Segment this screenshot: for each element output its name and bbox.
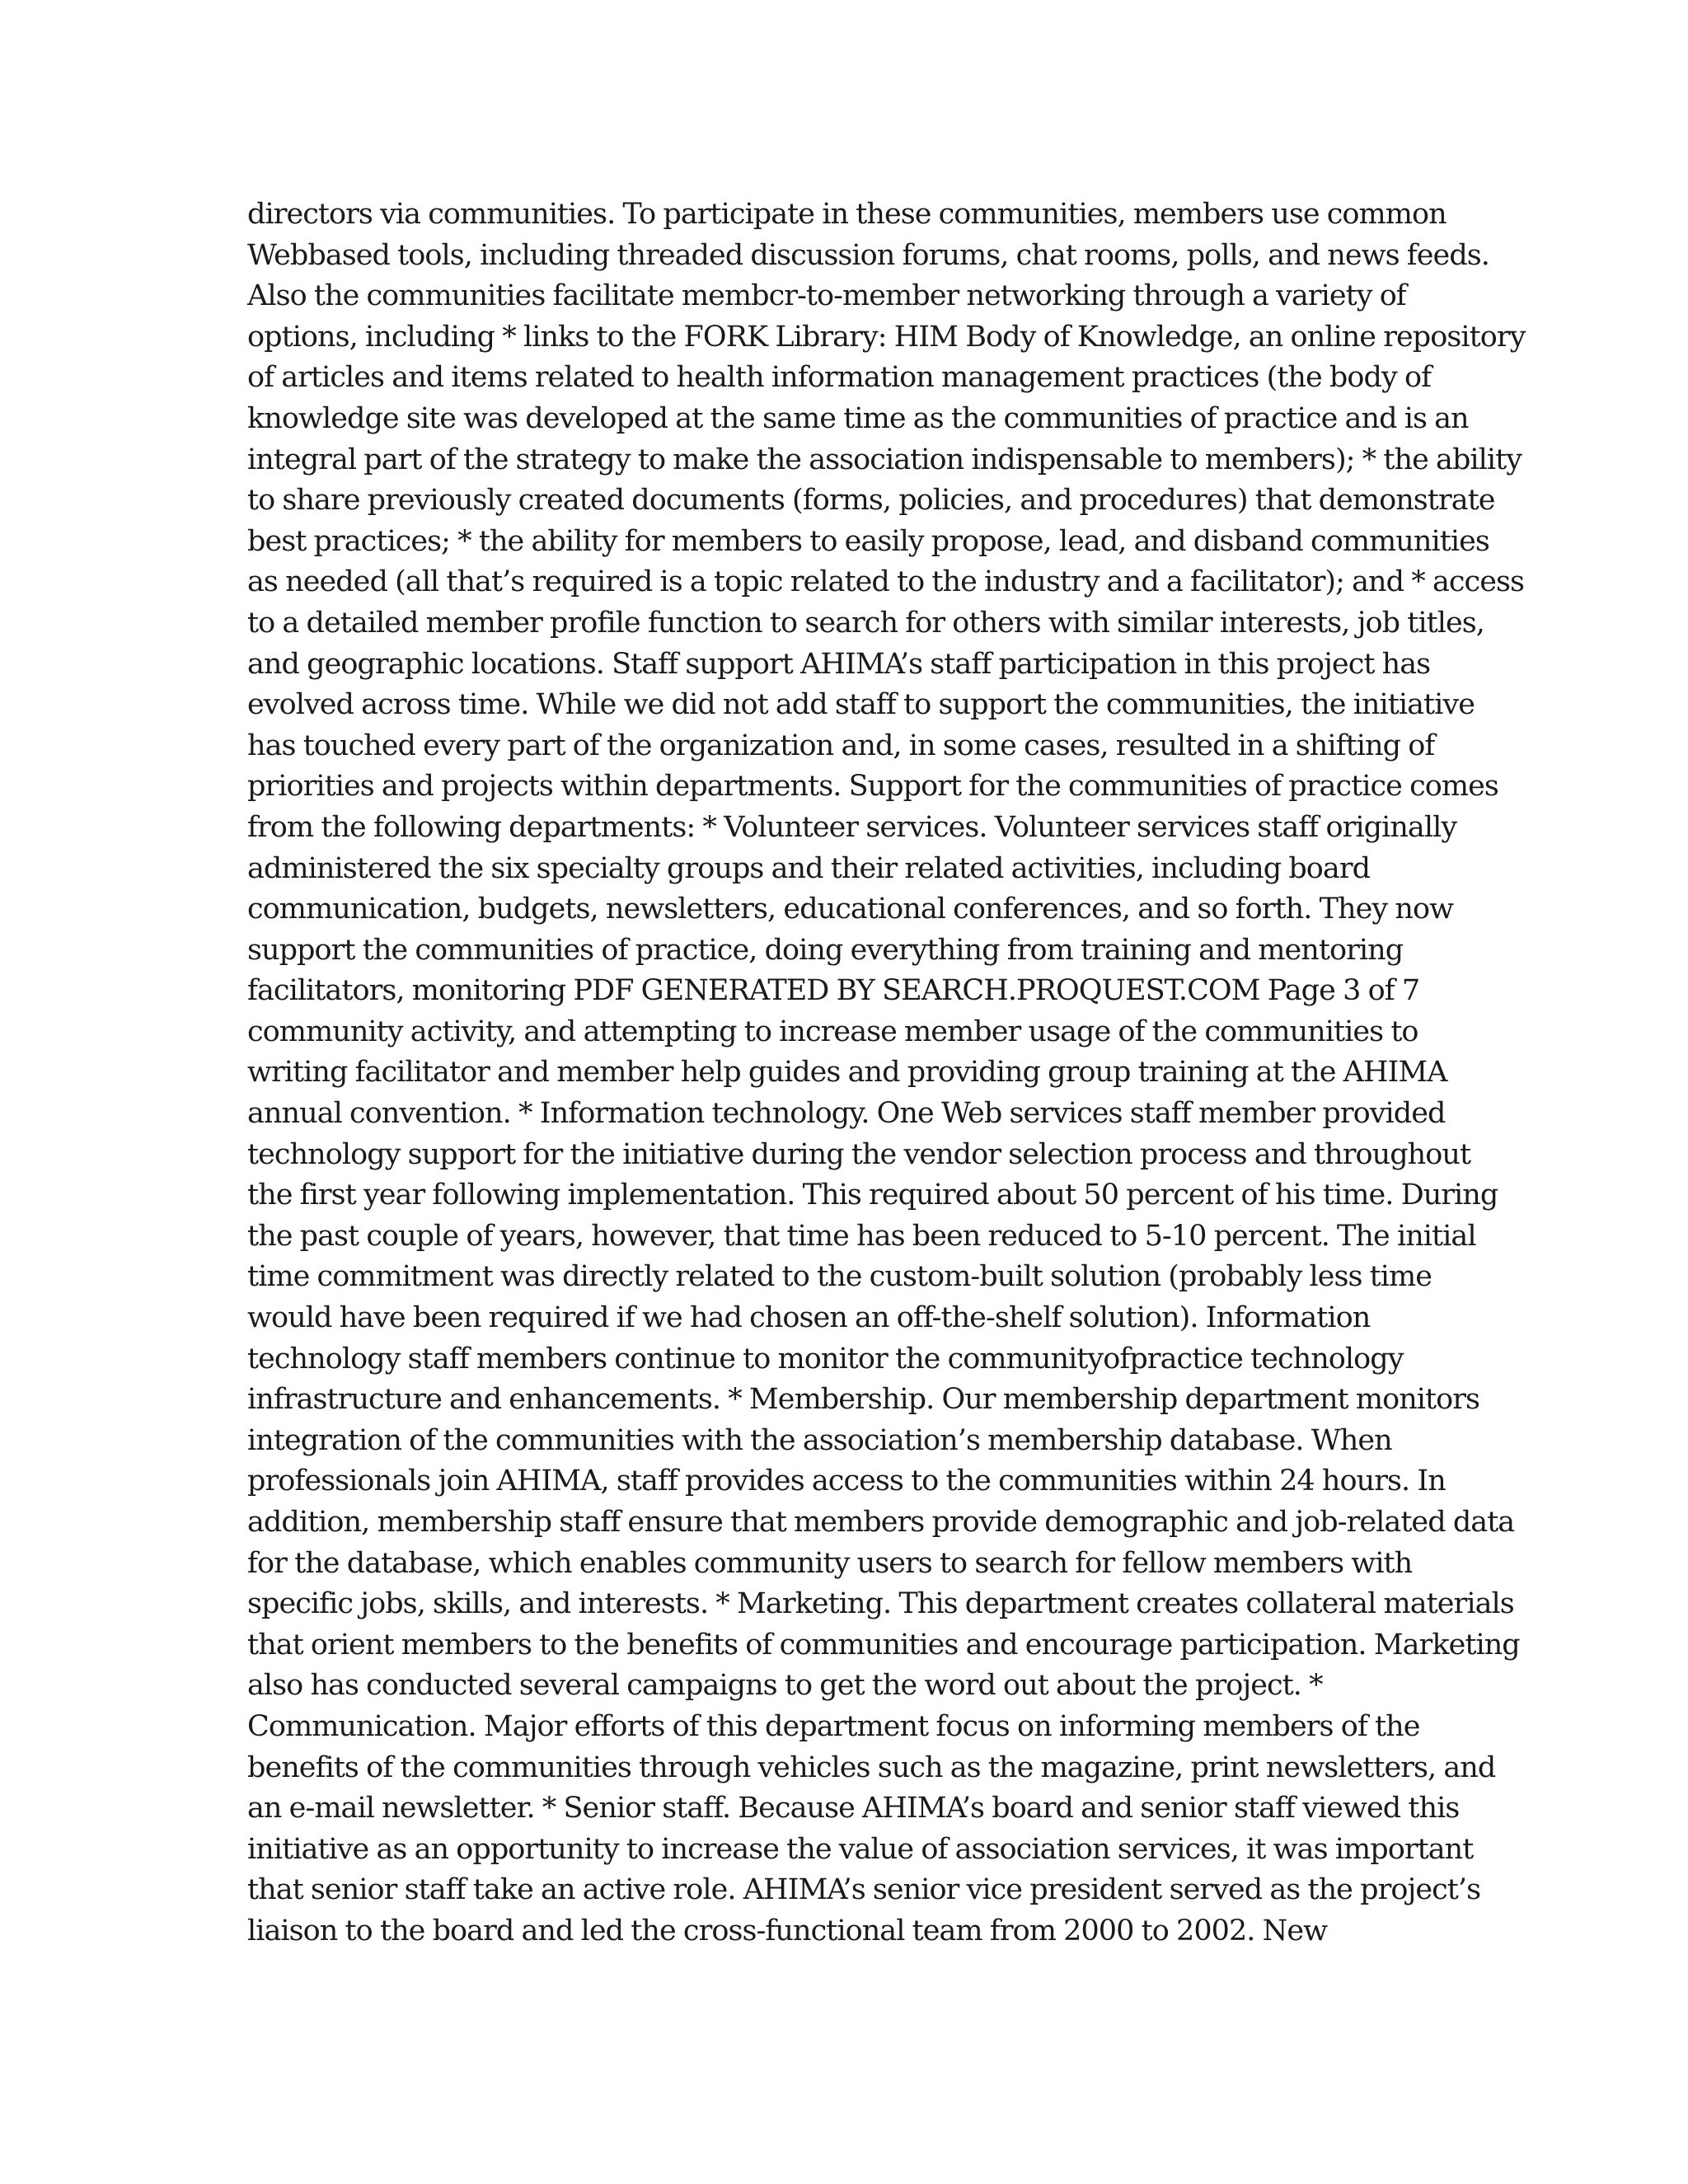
text-line: from the following departments: * Volunteer services. Volunteer services staff originally [247,810,1457,844]
text-line: the first year following implementation. This required about 50 percent of his time. During [247,1179,1498,1212]
text-line: communication, budgets, newsletters, educational conferences, and so forth. They now [247,893,1454,926]
text-line: administered the six specialty groups and their related activities, including board [247,851,1371,885]
text-line: for the database, which enables community users to search for fellow members with [247,1546,1413,1580]
text-line: that senior staff take an active role. AHIMA’s senior vice president served as the project’s [247,1873,1481,1907]
text-line: specific jobs, skills, and interests. * Marketing. This department creates collateral materials [247,1587,1514,1621]
text-line: the past couple of years, however, that time has been reduced to 5-10 percent. The initial [247,1219,1476,1253]
text-line: technology support for the initiative during the vendor selection process and throughout [247,1137,1471,1171]
text-line: technology staff members continue to monitor the communityofpractice technology [247,1342,1404,1376]
text-line: facilitators, monitoring PDF GENERATED BY SEARCH.PROQUEST.COM Page 3 of 7 [247,974,1420,1008]
text-line: priorities and projects within departments. Support for the communities of practice comes [247,770,1498,804]
text-line: and geographic locations. Staff support AHIMA’s staff participation in this project has [247,647,1431,681]
text-line: support the communities of practice, doing everything from training and mentoring [247,933,1404,967]
text-line: Also the communities facilitate membcr-to-member networking through a variety of [247,279,1406,313]
text-line: writing facilitator and member help guides and providing group training at the AHIMA [247,1056,1447,1090]
text-line: time commitment was directly related to the custom-built solution (probably less time [247,1260,1432,1294]
text-line: initiative as an opportunity to increase the value of association services, it was important [247,1832,1474,1866]
text-line: community activity, and attempting to increase member usage of the communities to [247,1015,1418,1048]
text-line: an e-mail newsletter. * Senior staff. Because AHIMA’s board and senior staff viewed this [247,1792,1460,1825]
text-line: Communication. Major efforts of this department focus on informing members of the [247,1709,1420,1743]
body-paragraph [247,194,1526,1952]
text-line: to a detailed member profile function to search for others with similar interests, job titles, [247,606,1484,640]
text-line: professionals join AHIMA, staff provides access to the communities within 24 hours. In [247,1465,1446,1498]
text-line: Webbased tools, including threaded discussion forums, chat rooms, polls, and news feeds. [247,238,1489,272]
text-line: evolved across time. While we did not add staff to support the communities, the initiative [247,688,1475,722]
text-line: integral part of the strategy to make the association indispensable to members); * the ability [247,443,1522,476]
text-line: integration of the communities with the association’s membership database. When [247,1423,1392,1457]
text-line: infrastructure and enhancements. * Membership. Our membership department monitors [247,1383,1480,1417]
text-line: as needed (all that’s required is a topic related to the industry and a facilitator); and * access [247,565,1524,599]
text-line: also has conducted several campaigns to get the word out about the project. * [247,1669,1323,1703]
text-line: benefits of the communities through vehicles such as the magazine, print newsletters, and [247,1750,1496,1784]
text-line: liaison to the board and led the cross-functional team from 2000 to 2002. New [247,1914,1328,1947]
text-line: best practices; * the ability for members to easily propose, lead, and disband communities [247,524,1489,558]
text-line: to share previously created documents (forms, policies, and procedures) that demonstrate [247,484,1495,518]
text-line: options, including * links to the FORK Library: HIM Body of Knowledge, an online repository [247,320,1526,354]
text-line: has touched every part of the organization and, in some cases, resulted in a shifting of [247,729,1435,762]
text-line: would have been required if we had chosen an off-the-shelf solution). Information [247,1301,1371,1335]
text-line: directors via communities. To participate in these communities, members use common [247,198,1447,231]
text-line: annual convention. * Information technology. One Web services staff member provided [247,1097,1446,1131]
text-line: of articles and items related to health information management practices (the body of [247,361,1432,395]
text-line: knowledge site was developed at the same time as the communities of practice and is an [247,401,1469,435]
text-line: addition, membership staff ensure that members provide demographic and job-related data [247,1506,1515,1539]
text-line: that orient members to the benefits of communities and encourage participation. Marketing [247,1628,1520,1661]
